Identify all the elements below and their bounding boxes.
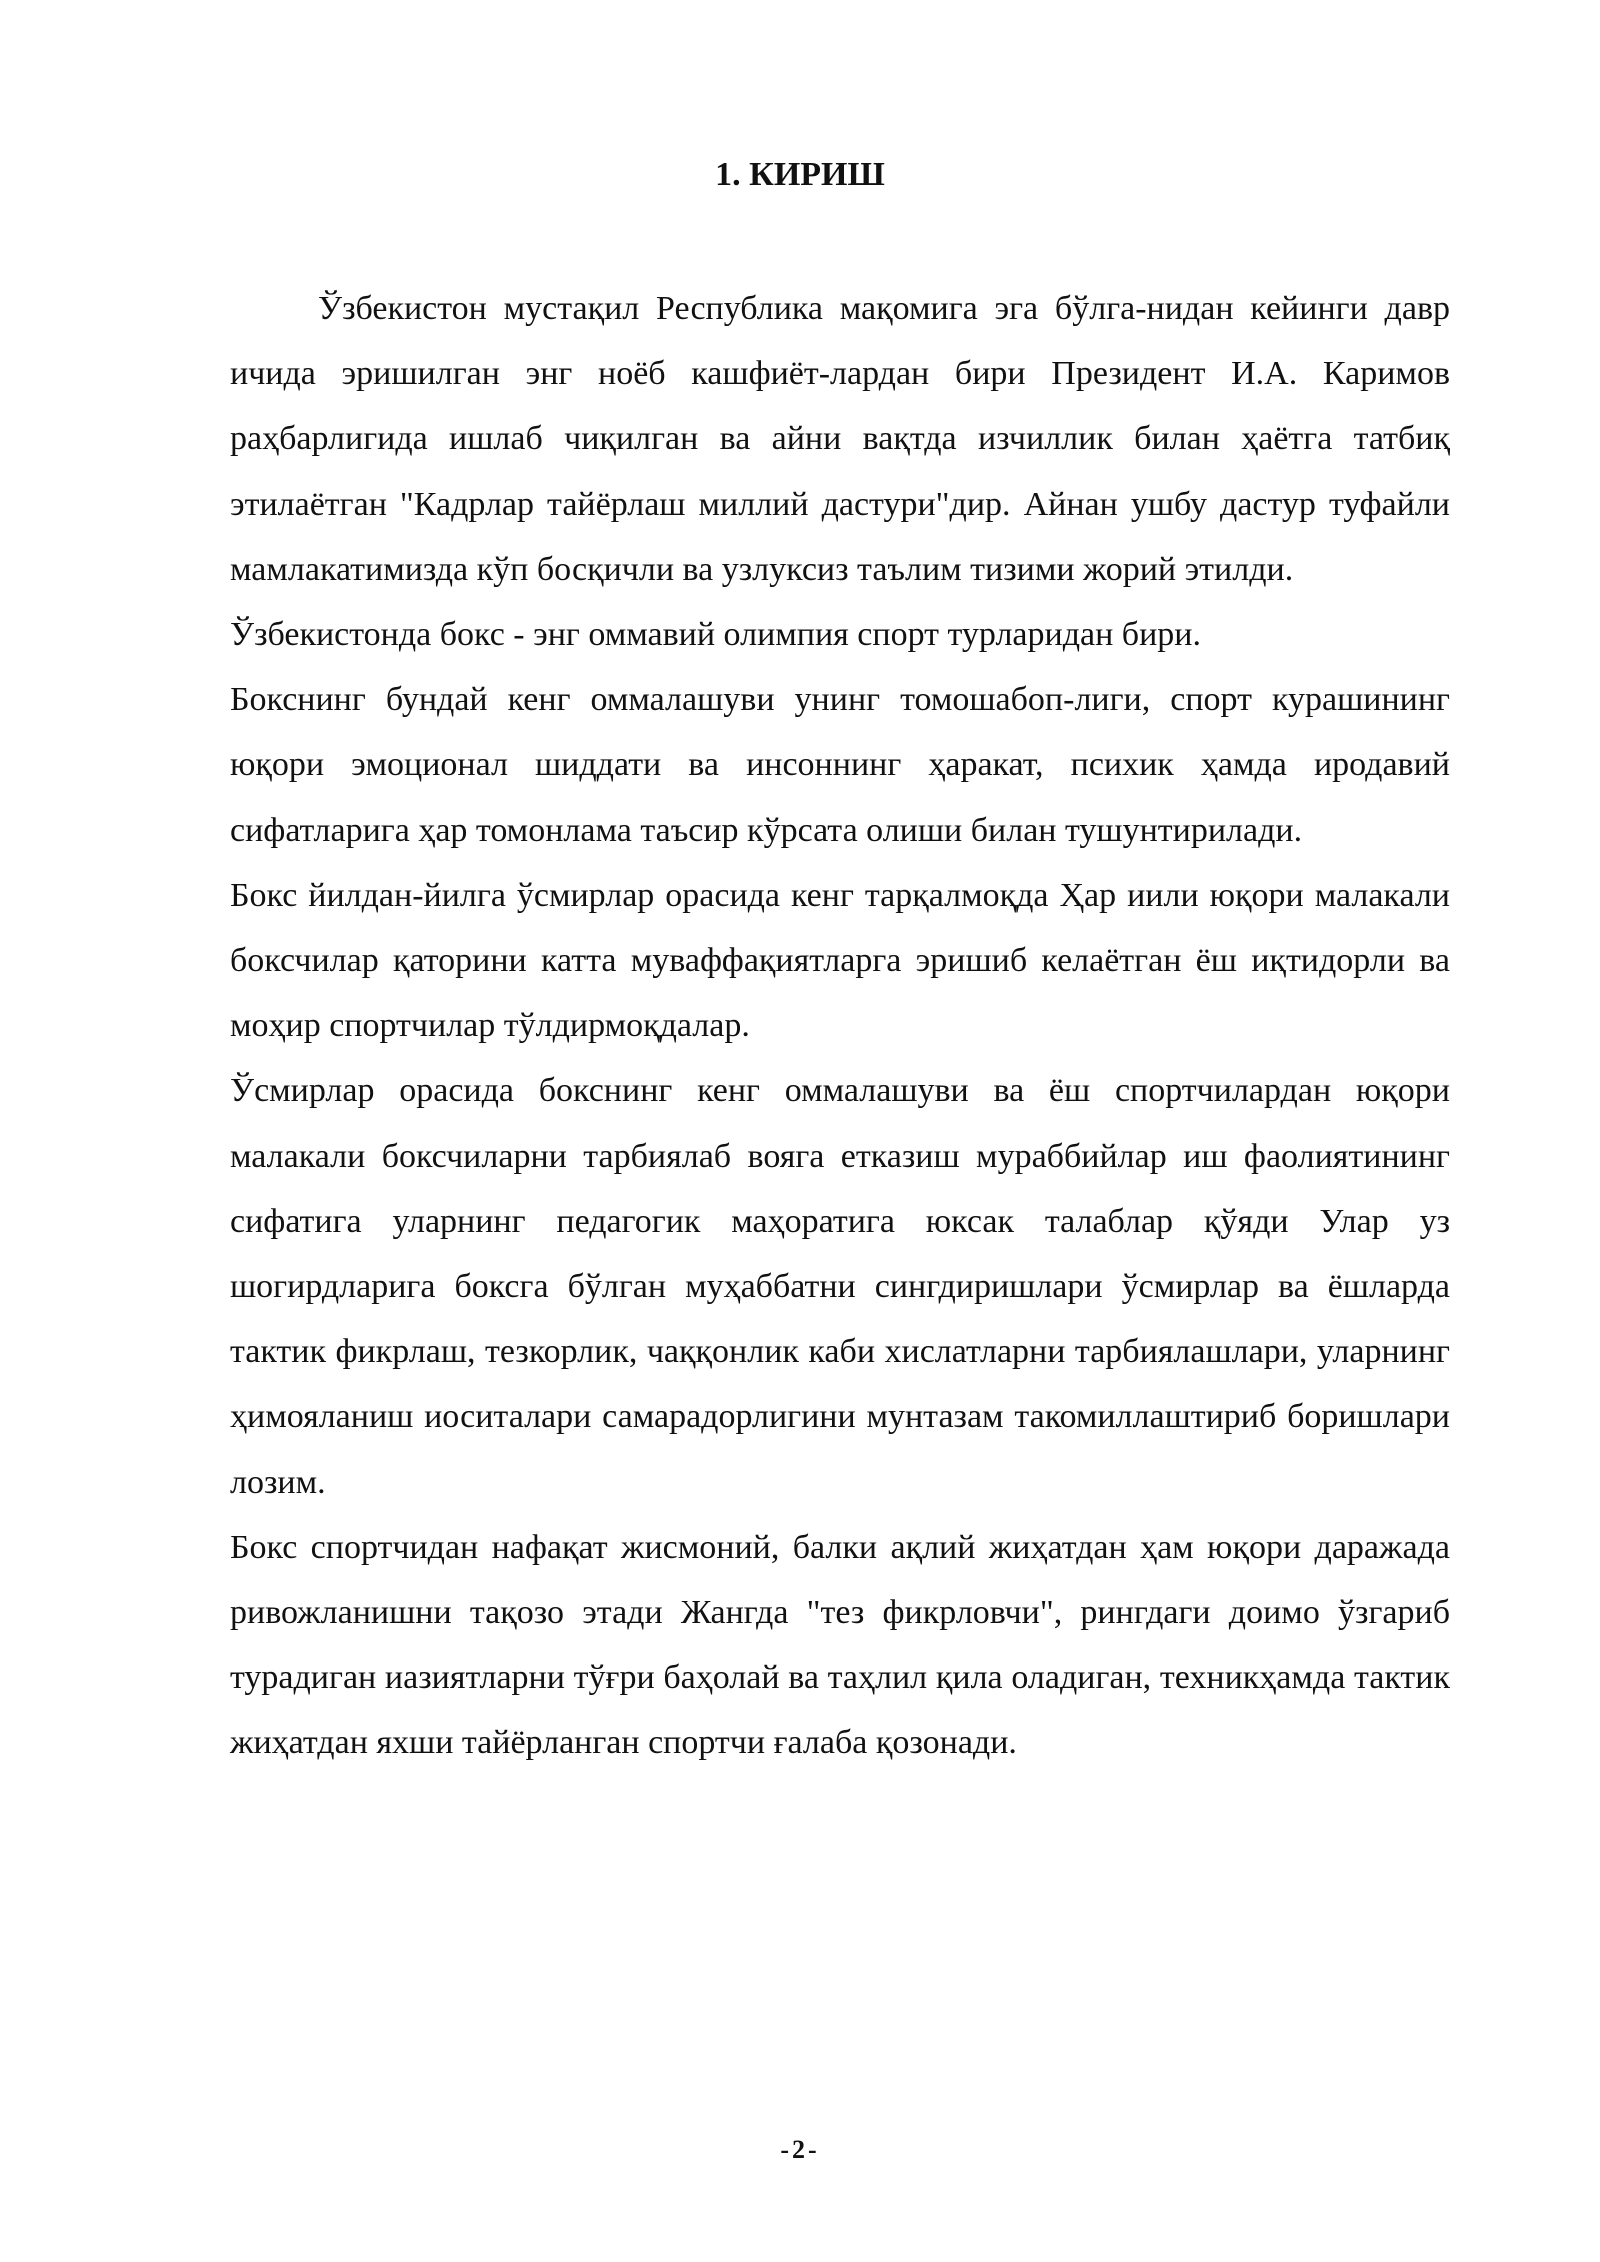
page-number: -2- [780, 2135, 820, 2164]
paragraph-intro: Ўзбекистон мустақил Республика мақомига эга бўлга-нидан кейинги давр ичида эришилган энг ноёб кашфиёт-лардан бири Президент И.А. Каримов раҳбарлигида ишлаб чиқилган ва айни вақтда изчиллик билан ҳаётга татбиқ этилаётган "Кадрлар тайёрлаш миллий дастури"дир. Айнан ушбу дастур туфайли мамлакатимизда кўп босқичли ва узлуксиз таълим тизими жорий этилди. [230, 290, 1450, 588]
document-body [230, 276, 1450, 1776]
paragraph-boxing-popularity: Бокснинг бундай кенг оммалашуви унинг томошабоп-лиги, спорт курашининг юқори эмоционал шиддати ва инсоннинг ҳаракат, психик ҳамда иродавий сифатларига ҳар томонлама таъсир кўрсата олиши билан тушунтирилади. [230, 681, 1450, 849]
section-heading: 1. КИРИШ [715, 156, 885, 193]
paragraph-youth-boxing: Бокс йилдан-йилга ўсмирлар орасида кенг тарқалмоқда Ҳар иили юқори малакали боксчилар қаторини катта муваффақиятларга эришиб келаётган ёш иқтидорли ва моҳир спортчилар тўлдирмоқдалар. [230, 876, 1450, 1045]
paragraph-mental-physical: Бокс спортчидан нафақат жисмоний, балки ақлий жиҳатдан ҳам юқори даражада ривожланишни тақозо этади Жангда "тез фикрловчи", рингдаги доимо ўзгариб турадиган иазиятларни тўғри баҳолай ва таҳлил қила оладиган, техникҳамда тактик жиҳатдан яхши тайёрланган спортчи ғалаба қозонади. [230, 1528, 1450, 1762]
paragraph-coach-requirements: Ўсмирлар орасида бокснинг кенг оммалашуви ва ёш спортчилардан юқори малакали боксчиларни тарбиялаб вояга етказиш мураббийлар иш фаолиятининг сифатига уларнинг педагогик маҳоратига юксак талаблар қўяди Улар уз шогирдларига боксга бўлган муҳаббатни сингдиришлари ўсмирлар ва ёшларда тактик фикрлаш, тезкорлик, чаққонлик каби хислатларни тарбиялашлари, уларнинг ҳимояланиш иоситалари самарадорлигини мунтазам такомиллаштириб боришлари лозим. [230, 1072, 1450, 1501]
paragraph-boxing-olympic: Ўзбекистонда бокс - энг оммавий олимпия спорт турларидан бири. [230, 616, 1201, 654]
